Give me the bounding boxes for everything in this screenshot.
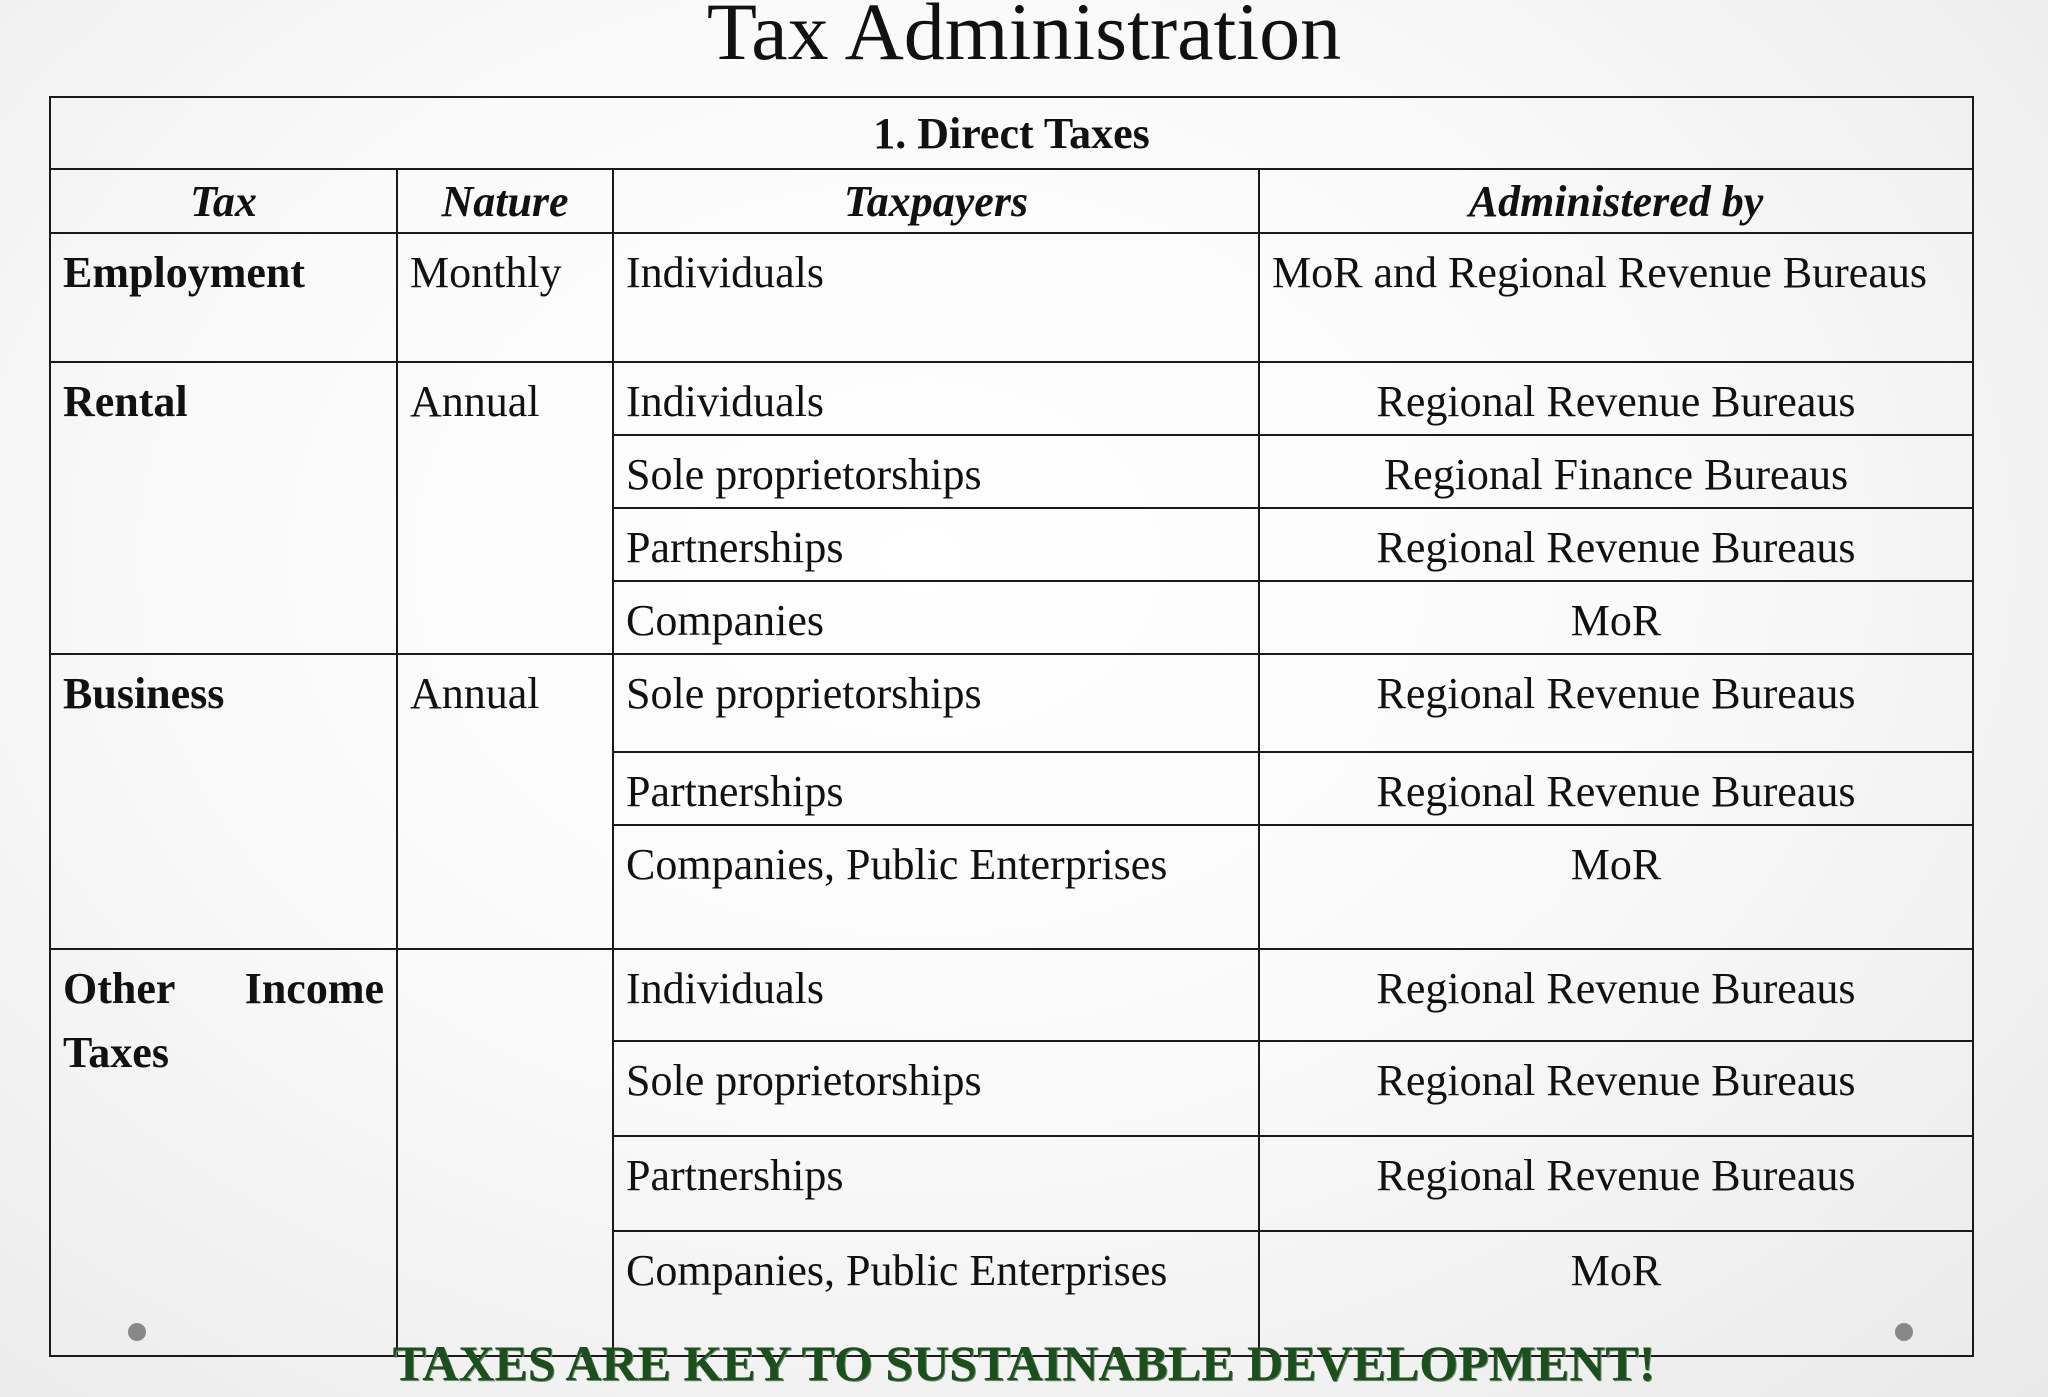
- table-header-row: [50, 169, 1973, 233]
- taxpayer-cell: Companies, Public Enterprises: [613, 1231, 1259, 1356]
- footer-slogan: TAXES ARE KEY TO SUSTAINABLE DEVELOPMENT!: [392, 1335, 1656, 1391]
- header-tax: Tax: [50, 169, 397, 233]
- tax-other-income: Other Income Taxes: [50, 949, 397, 1356]
- administered-by-cell: Regional Revenue Bureaus: [1259, 508, 1973, 581]
- direct-taxes-table: [49, 96, 1974, 1357]
- administered-by-cell: MoR and Regional Revenue Bureaus: [1259, 233, 1973, 362]
- table-row: [50, 654, 1973, 752]
- nature-rental: Annual: [397, 362, 613, 654]
- administered-by-cell: MoR: [1259, 1231, 1973, 1356]
- tax-employment: Employment: [50, 233, 397, 362]
- header-administered-by: Administered by: [1259, 169, 1973, 233]
- taxpayer-cell: Sole proprietorships: [613, 435, 1259, 508]
- table-row: [50, 949, 1973, 1041]
- nature-business: Annual: [397, 654, 613, 949]
- administered-by-cell: MoR: [1259, 581, 1973, 654]
- administered-by-cell: Regional Revenue Bureaus: [1259, 1041, 1973, 1136]
- tax-rental: Rental: [50, 362, 397, 654]
- nature-employment: Monthly: [397, 233, 613, 362]
- taxpayer-cell: Partnerships: [613, 1136, 1259, 1231]
- taxpayer-cell: Companies, Public Enterprises: [613, 825, 1259, 949]
- administered-by-cell: Regional Revenue Bureaus: [1259, 362, 1973, 435]
- header-nature: Nature: [397, 169, 613, 233]
- administered-by-cell: Regional Revenue Bureaus: [1259, 654, 1973, 752]
- taxpayer-cell: Sole proprietorships: [613, 1041, 1259, 1136]
- administered-by-cell: Regional Finance Bureaus: [1259, 435, 1973, 508]
- taxpayer-cell: Individuals: [613, 949, 1259, 1041]
- table-row: [50, 362, 1973, 435]
- nature-other-income: [397, 949, 613, 1356]
- page-title: Tax Administration: [706, 0, 1342, 77]
- table-row: [50, 233, 1973, 362]
- administered-by-cell: Regional Revenue Bureaus: [1259, 1136, 1973, 1231]
- taxpayer-cell: Individuals: [613, 233, 1259, 362]
- administered-by-cell: Regional Revenue Bureaus: [1259, 949, 1973, 1041]
- tax-business: Business: [50, 654, 397, 949]
- taxpayer-cell: Partnerships: [613, 752, 1259, 825]
- table-caption-row: [50, 97, 1973, 169]
- taxpayer-cell: Sole proprietorships: [613, 654, 1259, 752]
- administered-by-cell: Regional Revenue Bureaus: [1259, 752, 1973, 825]
- taxpayer-cell: Partnerships: [613, 508, 1259, 581]
- table-caption: 1. Direct Taxes: [50, 97, 1973, 169]
- taxpayer-cell: Companies: [613, 581, 1259, 654]
- header-taxpayers: Taxpayers: [613, 169, 1259, 233]
- administered-by-cell: MoR: [1259, 825, 1973, 949]
- taxpayer-cell: Individuals: [613, 362, 1259, 435]
